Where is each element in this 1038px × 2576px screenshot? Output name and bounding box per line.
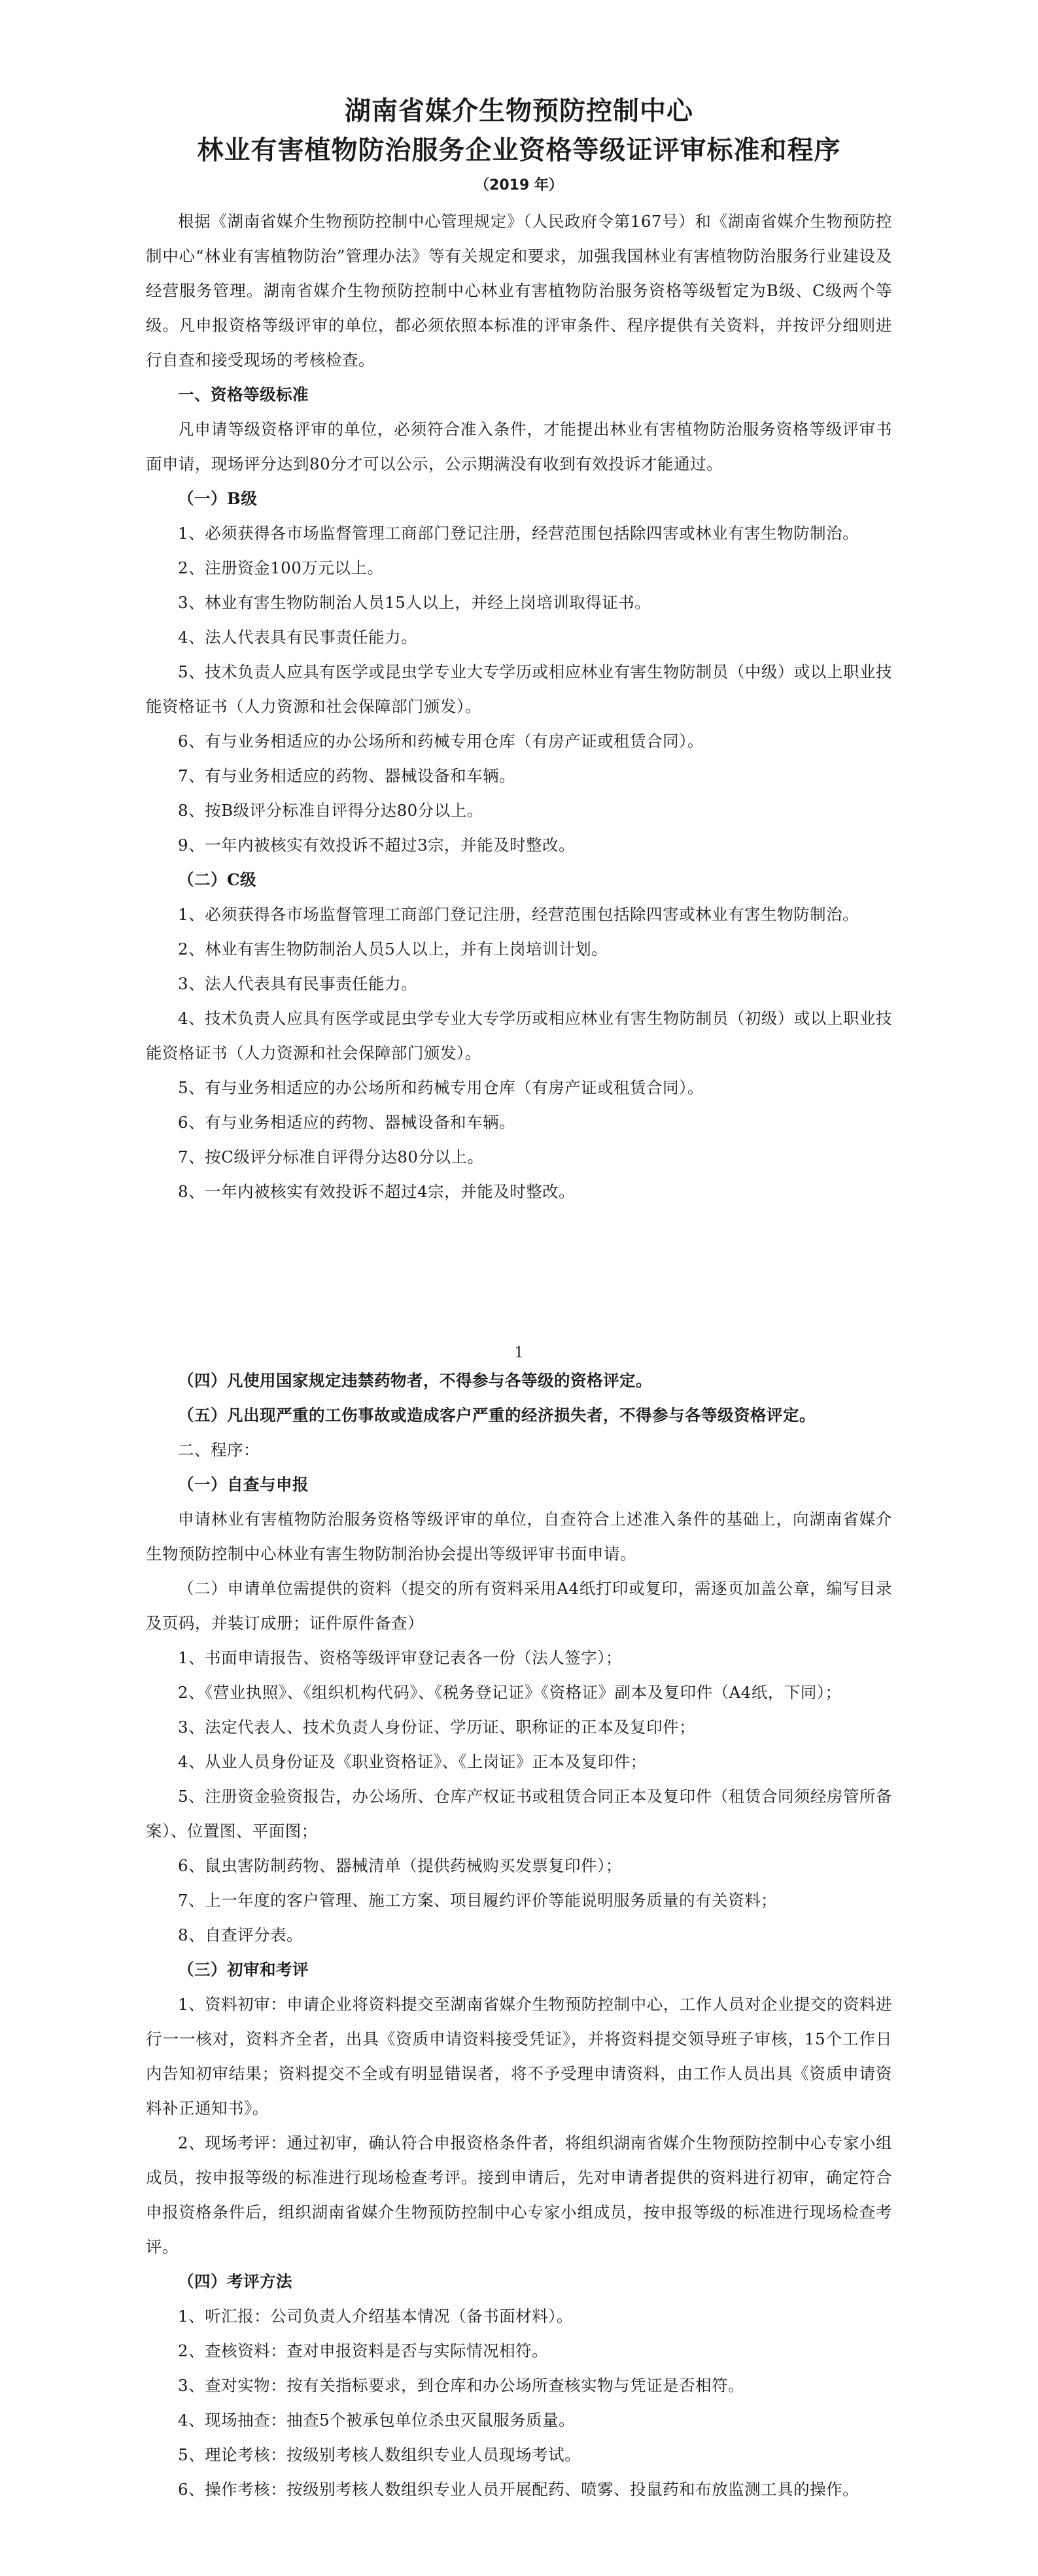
paragraph: 6、操作考核：按级别考核人数组织专业人员开展配药、喷雾、投鼠药和布放监测工具的操作。 xyxy=(178,2480,859,2499)
paragraph-list-1 xyxy=(146,204,892,1209)
section-heading: 一、资格等级标准 xyxy=(178,385,309,404)
paragraph: 1、资料初审：申请企业将资料提交至湖南省媒介生物预防控制中心，工作人员对企业提交的资料进行一一核对，资料齐全者，出具《资质申请资料接受凭证》，并将资料提交领导班子审核，15个工作日内告知初审结果；资料提交不全或有明显错误者，将不予受理申请资料，由工作人员出具《资质申请资料补正通知书》。 xyxy=(146,1995,892,2118)
paragraph: 5、注册资金验资报告，办公场所、仓库产权证书或租赁合同正本及复印件（租赁合同须经房管所备案）、位置图、平面图； xyxy=(146,1787,892,1840)
paragraph: 2、现场考评：通过初审，确认符合申报资格条件者，将组织湖南省媒介生物预防控制中心专家小组成员，按申报等级的标准进行现场检查考评。接到申请后，先对申请者提供的资料进行初审，确定符合申报资格条件后，组织湖南省媒介生物预防控制中心专家小组成员，按申报等级的标准进行现场检查考评。 xyxy=(146,2133,892,2256)
paragraph: 5、技术负责人应具有医学或昆虫学专业大专学历或相应林业有害生物防制员（中级）或以上职业技能资格证书（人力资源和社会保障部门颁发）。 xyxy=(146,662,892,716)
paragraph-list-2 xyxy=(146,1363,892,2507)
paragraph: 4、从业人员身份证及《职业资格证》、《上岗证》正本及复印件； xyxy=(178,1752,647,1771)
paragraph: 2、注册资金100万元以上。 xyxy=(178,558,384,577)
section-heading: （一）B级 xyxy=(178,489,258,508)
section-heading: （一）自查与申报 xyxy=(178,1475,309,1494)
paragraph: 8、按B级评分标准自评得分达80分以上。 xyxy=(178,801,483,820)
paragraph: 7、上一年度的客户管理、施工方案、项目履约评价等能说明服务质量的有关资料； xyxy=(178,1891,778,1910)
section-heading: （四）考评方法 xyxy=(178,2272,292,2291)
title-line-2: 林业有害植物防治服务企业资格等级证评审标准和程序 xyxy=(197,135,841,165)
paragraph: 3、查对实物：按有关指标要求，到仓库和办公场所查核实物与凭证是否相符。 xyxy=(178,2376,745,2395)
paragraph: 8、一年内被核实有效投诉不超过4宗，并能及时整改。 xyxy=(178,1182,576,1201)
paragraph: 5、有与业务相适应的办公场所和药械专用仓库（有房产证或租赁合同）。 xyxy=(178,1078,704,1097)
page-footer xyxy=(146,1340,892,1366)
document-body-part1 xyxy=(146,92,892,1209)
paragraph: 1、必须获得各市场监督管理工商部门登记注册，经营范围包括除四害或林业有害生物防制治。 xyxy=(178,905,859,924)
document-body-part2 xyxy=(146,1363,892,2507)
paragraph: 2、查核资料：查对申报资料是否与实际情况相符。 xyxy=(178,2341,549,2360)
section-heading: （五）凡出现严重的工伤事故或造成客户严重的经济损失者，不得参与各等级资格评定。 xyxy=(178,1406,816,1425)
paragraph: 9、一年内被核实有效投诉不超过3宗，并能及时整改。 xyxy=(178,836,576,855)
title-line-1: 湖南省媒介生物预防控制中心 xyxy=(345,96,693,126)
paragraph: 4、现场抽查：抽查5个被承包单位杀虫灭鼠服务质量。 xyxy=(178,2411,576,2430)
paragraph: 5、理论考核：按级别考核人数组织专业人员现场考试。 xyxy=(178,2445,581,2464)
paragraph: 3、林业有害生物防制治人员15人以上，并经上岗培训取得证书。 xyxy=(178,593,651,612)
paragraph: 6、有与业务相适应的药物、器械设备和车辆。 xyxy=(178,1113,516,1132)
paragraph: 8、自查评分表。 xyxy=(178,1925,303,1944)
section-heading: （二）C级 xyxy=(178,870,256,889)
paragraph: 申请林业有害植物防治服务资格等级评审的单位，自查符合上述准入条件的基础上，向湖南省媒介生物预防控制中心林业有害生物防制治协会提出等级评审书面申请。 xyxy=(146,1510,892,1563)
section-heading: （三）初审和考评 xyxy=(178,1960,309,1979)
paragraph: 3、法人代表具有民事责任能力。 xyxy=(178,974,418,993)
paragraph: 1、必须获得各市场监督管理工商部门登记注册，经营范围包括除四害或林业有害生物防制治。 xyxy=(178,524,859,543)
paragraph: 根据《湖南省媒介生物预防控制中心管理规定》（人民政府令第167号）和《湖南省媒介生物预防控制中心“林业有害植物防治”管理办法》等有关规定和要求，加强我国林业有害植物防治服务行业建设及经营服务管理。湖南省媒介生物预防控制中心林业有害植物防治服务资格等级暂定为B级、C级两个等级。凡申报资格等级评审的单位，都必须依照本标准的评审条件、程序提供有关资料，并按评分细则进行自查和接受现场的考核检查。 xyxy=(146,212,892,369)
paragraph: 7、有与业务相适应的药物、器械设备和车辆。 xyxy=(178,766,516,785)
paragraph: 凡申请等级资格评审的单位，必须符合准入条件，才能提出林业有害植物防治服务资格等级评审书面申请，现场评分达到80分才可以公示，公示期满没有收到有效投诉才能通过。 xyxy=(146,420,892,473)
paragraph: 6、有与业务相适应的办公场所和药械专用仓库（有房产证或租赁合同）。 xyxy=(178,732,704,751)
paragraph: 2、林业有害生物防制治人员5人以上，并有上岗培训计划。 xyxy=(178,940,608,958)
page-number: 1 xyxy=(514,1345,524,1361)
year-label: （2019 年） xyxy=(475,177,563,194)
paragraph: 二、程序： xyxy=(178,1440,260,1459)
paragraph: 1、听汇报：公司负责人介绍基本情况（备书面材料）。 xyxy=(178,2307,573,2326)
paragraph: 4、法人代表具有民事责任能力。 xyxy=(178,628,418,647)
paragraph: 2、《营业执照》、《组织机构代码》、《税务登记证》《资格证》副本及复印件（A4纸，下同）； xyxy=(178,1683,842,1702)
paragraph: 4、技术负责人应具有医学或昆虫学专业大专学历或相应林业有害生物防制员（初级）或以上职业技能资格证书（人力资源和社会保障部门颁发）。 xyxy=(146,1009,892,1062)
paragraph: 1、书面申请报告、资格等级评审登记表各一份（法人签字）； xyxy=(178,1648,622,1667)
paragraph: 6、鼠虫害防制药物、器械清单（提供药械购买发票复印件）； xyxy=(178,1856,622,1875)
paragraph: 7、按C级评分标准自评得分达80分以上。 xyxy=(178,1147,484,1166)
paragraph: （二）申请单位需提供的资料（提交的所有资料采用A4纸打印或复印，需逐页加盖公章，编写目录及页码，并装订成册；证件原件备查） xyxy=(146,1579,892,1633)
section-heading: （四）凡使用国家规定违禁药物者，不得参与各等级的资格评定。 xyxy=(178,1371,652,1390)
paragraph: 3、法定代表人、技术负责人身份证、学历证、职称证的正本及复印件； xyxy=(178,1718,696,1737)
